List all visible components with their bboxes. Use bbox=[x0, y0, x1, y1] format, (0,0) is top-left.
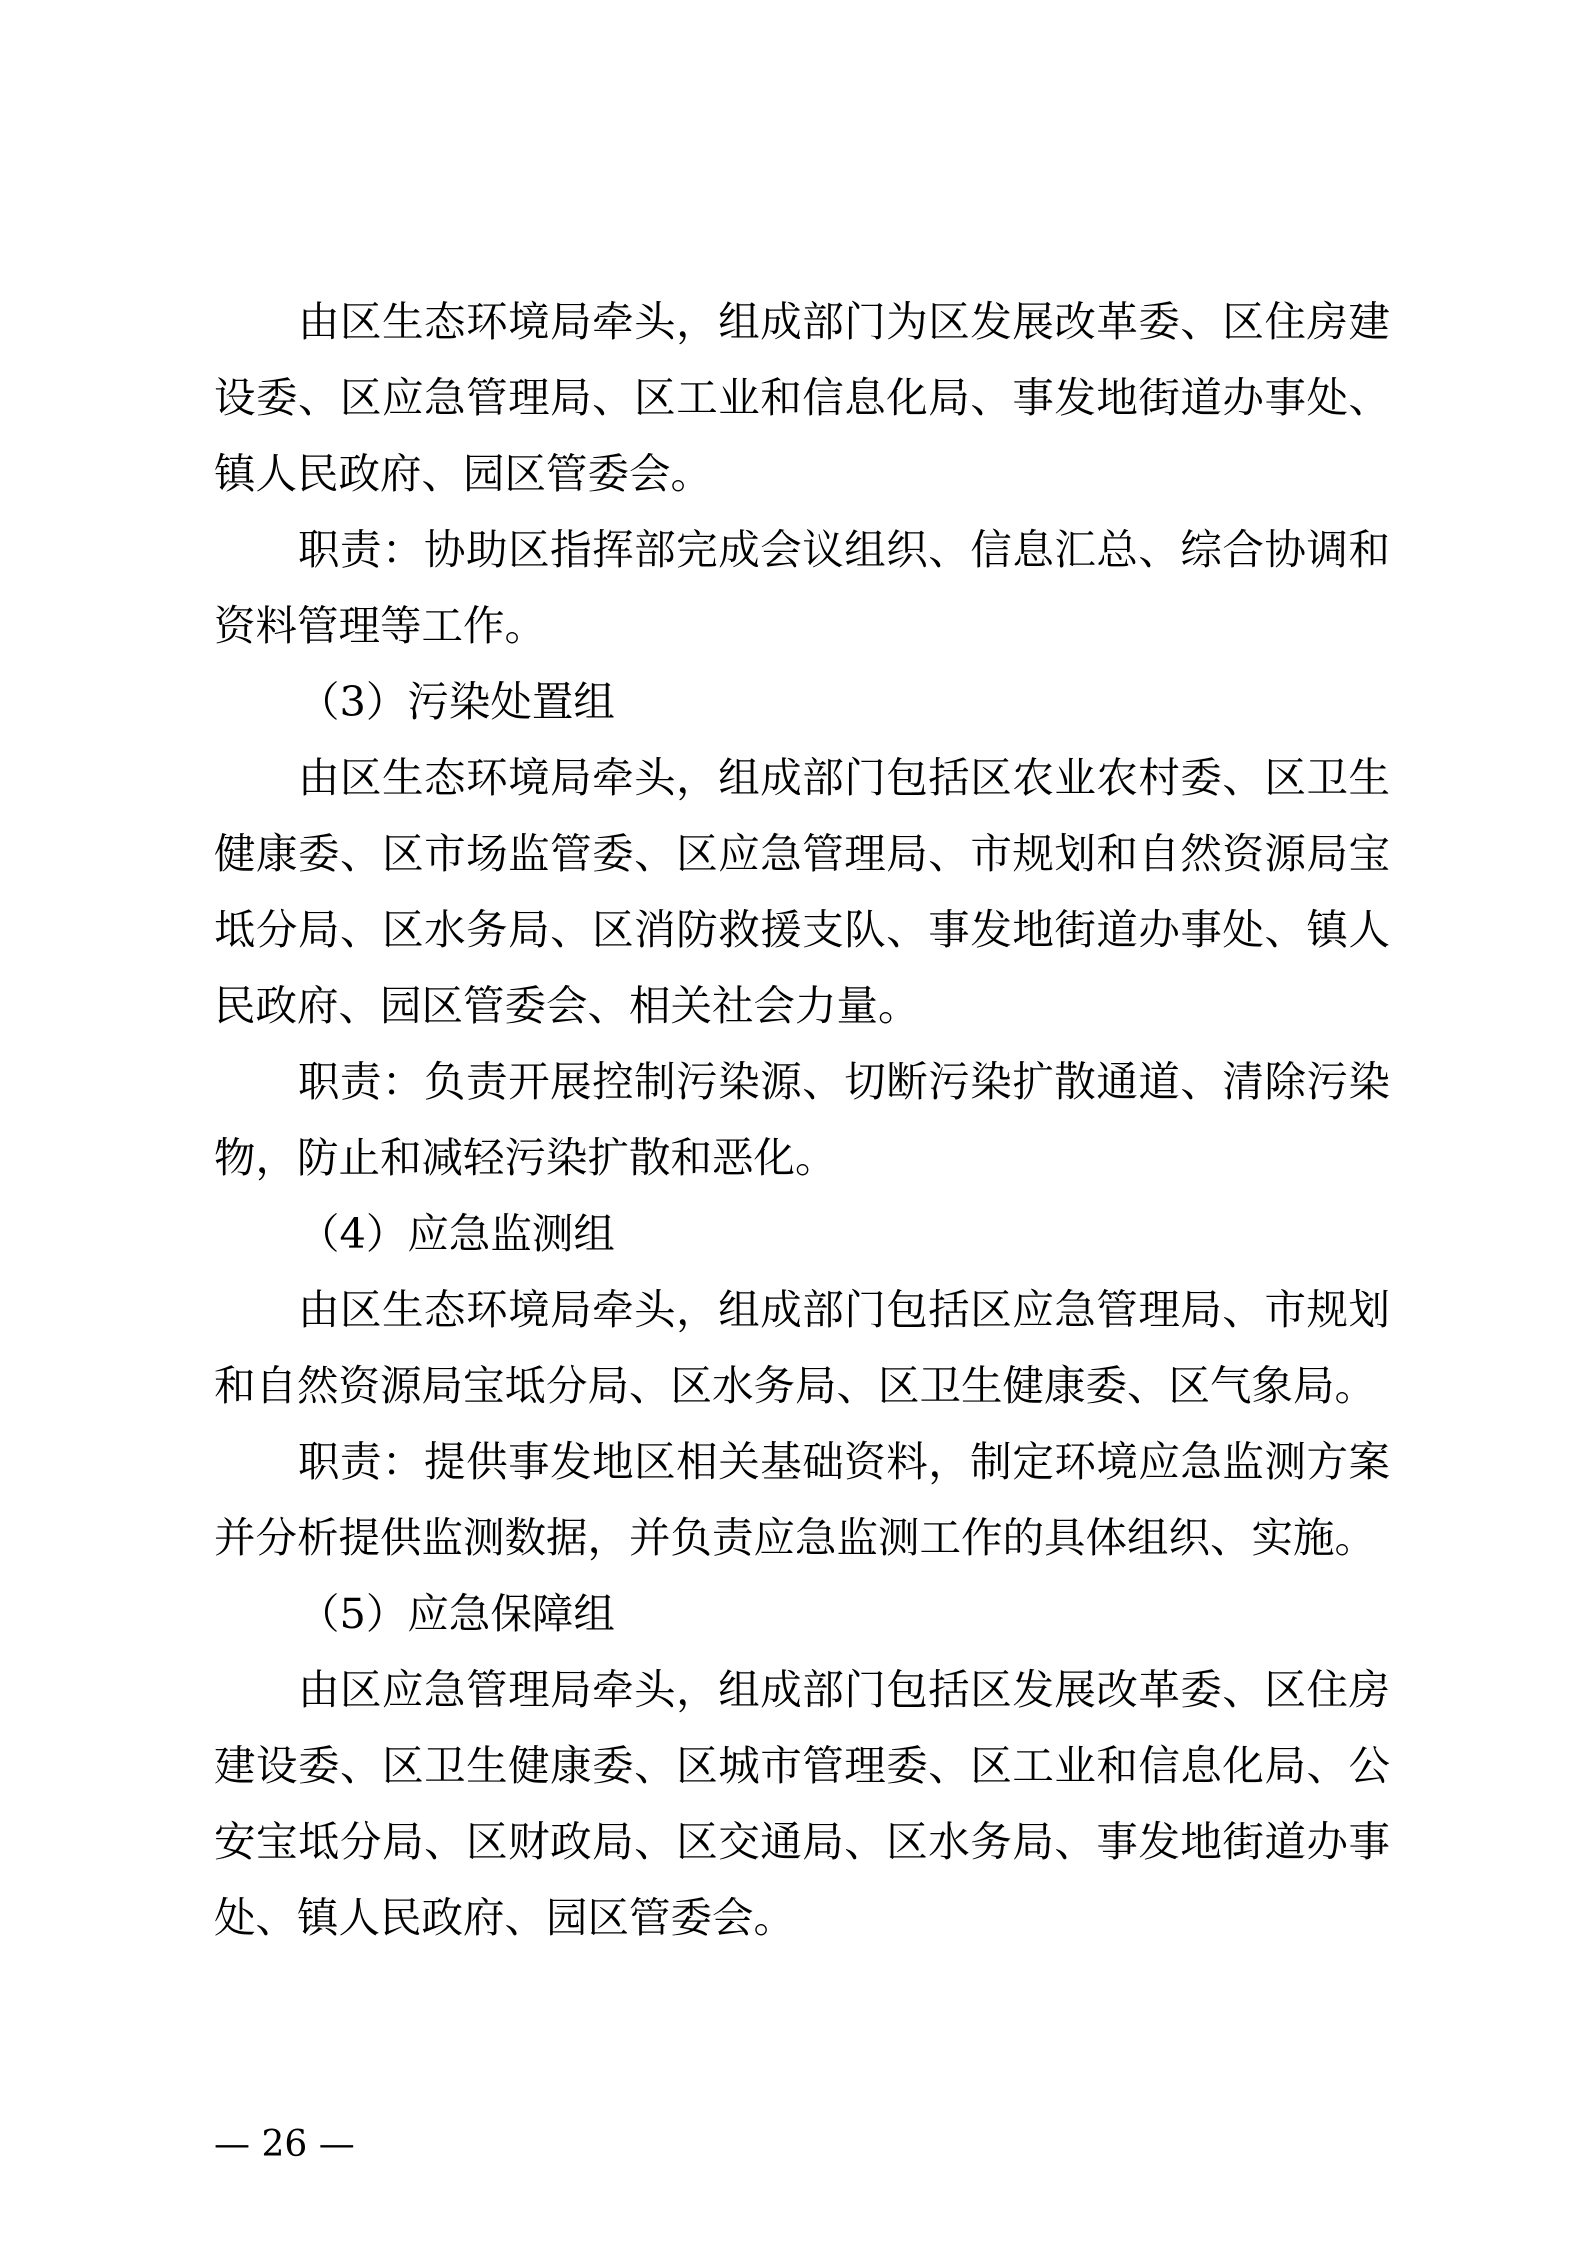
body-line: 由区生态环境局牵头，组成部门包括区应急管理局、市规划 bbox=[298, 1285, 1390, 1334]
body-line: 职责：提供事发地区相关基础资料，制定环境应急监测方案 bbox=[298, 1437, 1390, 1486]
section-heading bbox=[214, 664, 1390, 740]
paragraph bbox=[214, 1272, 1390, 1424]
body-line: 安宝坻分局、区财政局、区交通局、区水务局、事发地街道办事 bbox=[214, 1817, 1390, 1866]
paragraph bbox=[214, 1652, 1390, 1956]
body-line: 镇人民政府、园区管委会。 bbox=[214, 449, 713, 498]
body-line: 和自然资源局宝坻分局、区水务局、区卫生健康委、区气象局。 bbox=[214, 1361, 1377, 1410]
body-line: 建设委、区卫生健康委、区城市管理委、区工业和信息化局、公 bbox=[214, 1741, 1390, 1790]
paragraph bbox=[214, 1424, 1390, 1576]
section-heading bbox=[214, 1576, 1390, 1652]
body-line: 处、镇人民政府、园区管委会。 bbox=[214, 1893, 796, 1942]
section-heading-text: （5）应急保障组 bbox=[298, 1589, 615, 1638]
body-line: 健康委、区市场监管委、区应急管理局、市规划和自然资源局宝 bbox=[214, 829, 1390, 878]
body-line: 由区生态环境局牵头，组成部门包括区农业农村委、区卫生 bbox=[298, 753, 1390, 802]
body-line: 坻分局、区水务局、区消防救援支队、事发地街道办事处、镇人 bbox=[214, 905, 1390, 954]
body-line: 职责：协助区指挥部完成会议组织、信息汇总、综合协调和 bbox=[298, 525, 1390, 574]
section-heading-text: （4）应急监测组 bbox=[298, 1209, 615, 1258]
section-heading bbox=[214, 1196, 1390, 1272]
body-line: 由区生态环境局牵头，组成部门为区发展改革委、区住房建 bbox=[298, 297, 1390, 346]
body-line: 民政府、园区管委会、相关社会力量。 bbox=[214, 981, 920, 1030]
body-line: 并分析提供监测数据，并负责应急监测工作的具体组织、实施。 bbox=[214, 1513, 1377, 1562]
body-line: 设委、区应急管理局、区工业和信息化局、事发地街道办事处、 bbox=[214, 373, 1390, 422]
paragraph bbox=[214, 740, 1390, 1044]
body-line: 职责：负责开展控制污染源、切断污染扩散通道、清除污染 bbox=[298, 1057, 1390, 1106]
page-body bbox=[214, 284, 1390, 1956]
page-number: — 26 — bbox=[214, 2124, 355, 2165]
paragraph bbox=[214, 512, 1390, 664]
body-line: 物，防止和减轻污染扩散和恶化。 bbox=[214, 1133, 837, 1182]
section-heading-text: （3）污染处置组 bbox=[298, 677, 615, 726]
body-line: 资料管理等工作。 bbox=[214, 601, 547, 650]
paragraph bbox=[214, 284, 1390, 512]
body-line: 由区应急管理局牵头，组成部门包括区发展改革委、区住房 bbox=[298, 1665, 1390, 1714]
paragraph bbox=[214, 1044, 1390, 1196]
